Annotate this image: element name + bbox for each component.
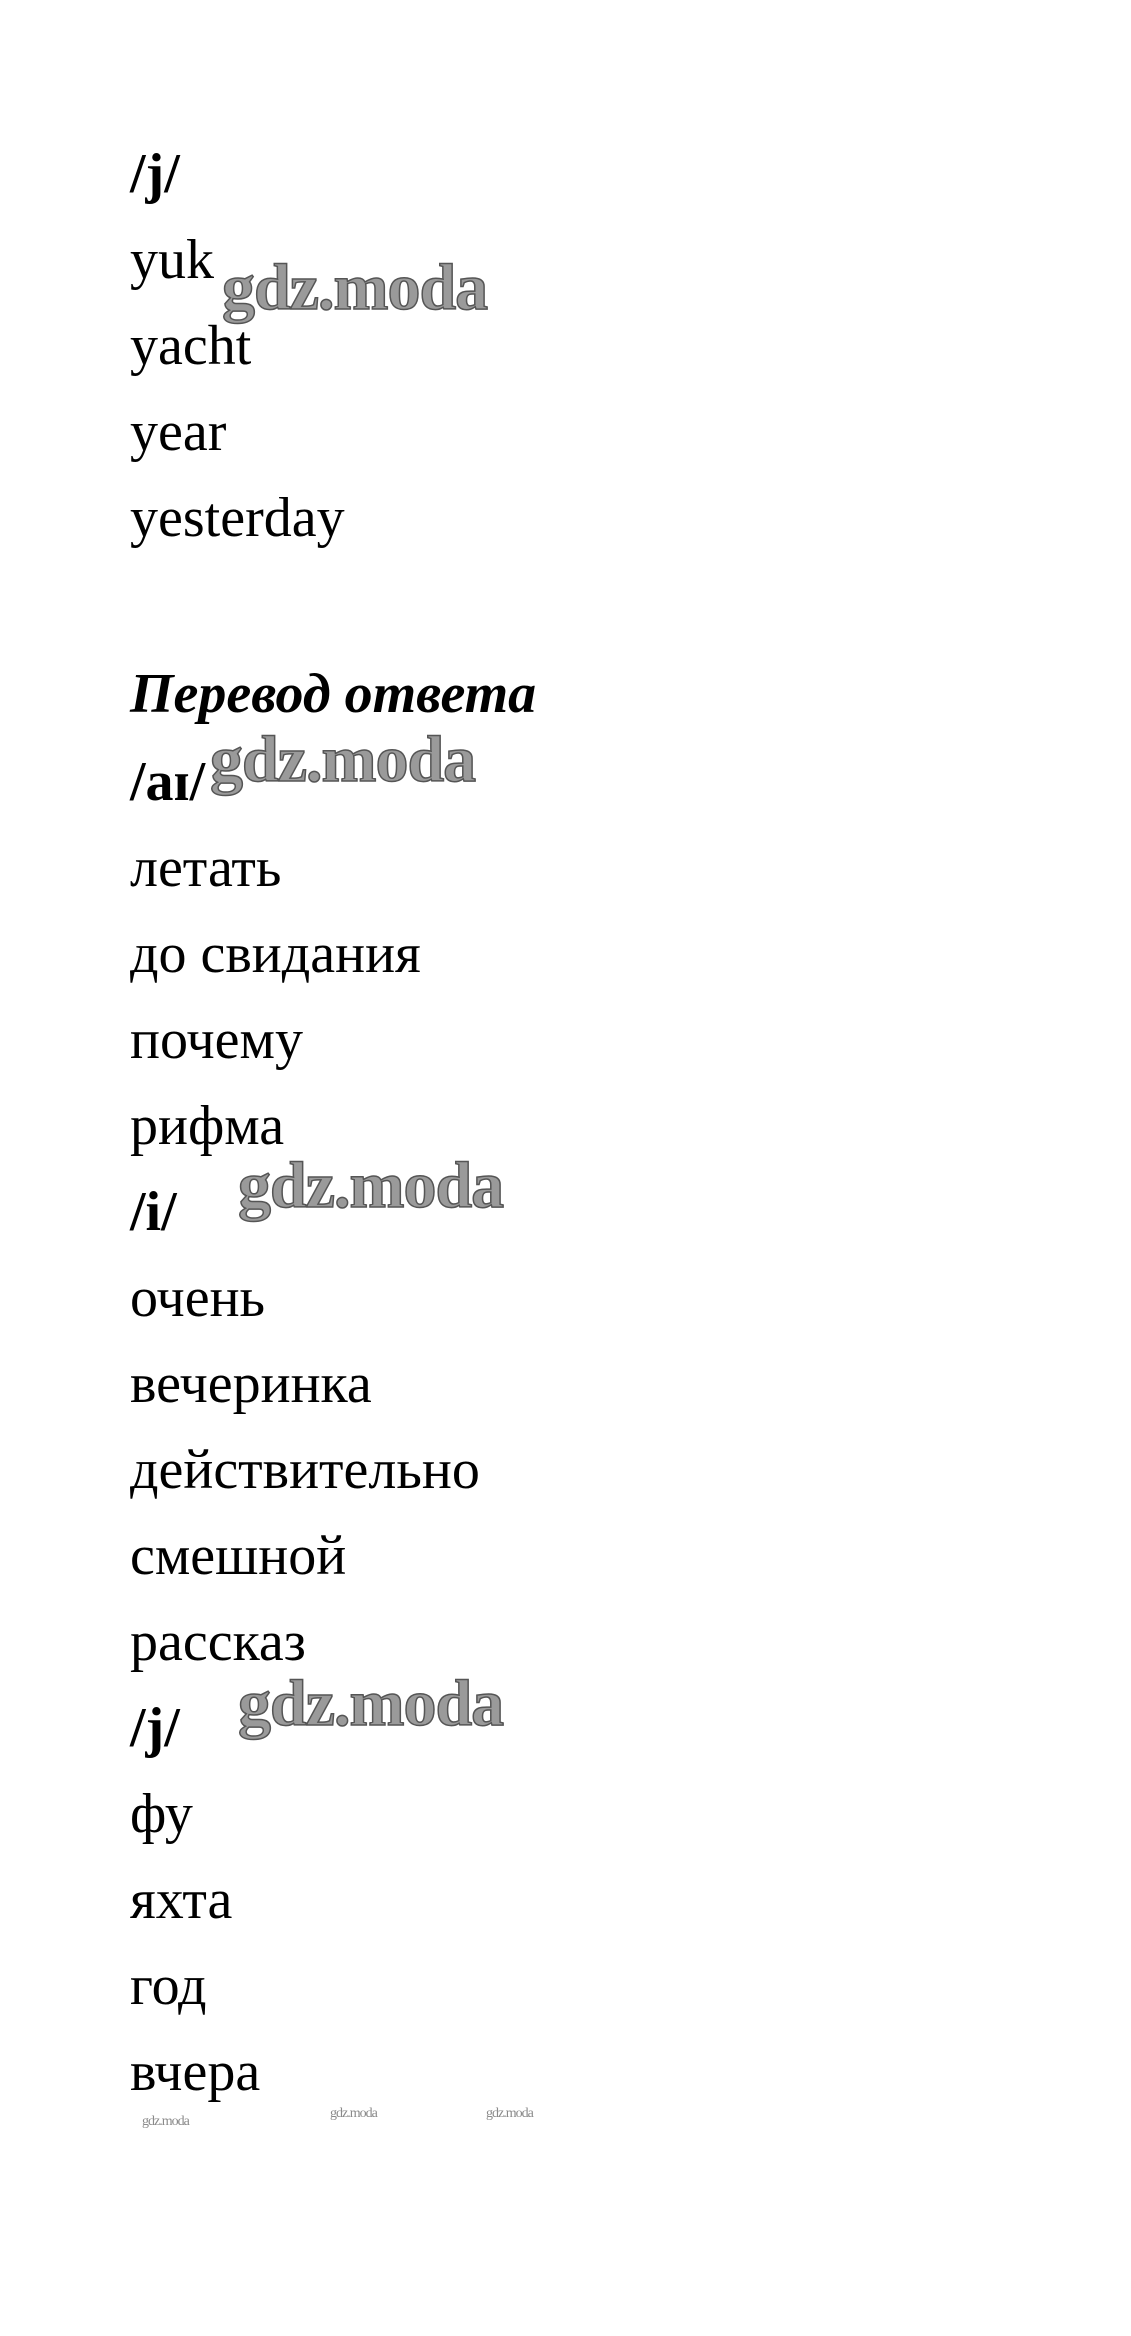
word: рифма bbox=[130, 1095, 285, 1157]
word: летать bbox=[130, 837, 282, 899]
word: яхта bbox=[130, 1869, 233, 1931]
translation-heading: Перевод ответа bbox=[130, 663, 537, 725]
phoneme-heading: /j/ bbox=[130, 1697, 180, 1759]
watermark-logo: gdz.moda bbox=[238, 1667, 504, 1740]
word: до свидания bbox=[130, 923, 421, 985]
phoneme-heading: /aɪ/ bbox=[130, 751, 206, 813]
word: вчера bbox=[130, 2041, 261, 2103]
word: очень bbox=[130, 1267, 266, 1329]
watermark-logo: gdz.moda bbox=[210, 723, 476, 796]
watermark-logo: gdz.moda bbox=[486, 2106, 533, 2121]
word: year bbox=[130, 401, 227, 463]
word: фу bbox=[130, 1783, 193, 1845]
watermark-logo: gdz.moda bbox=[142, 2114, 189, 2129]
word: yuk bbox=[130, 229, 214, 291]
word: вечеринка bbox=[130, 1353, 372, 1415]
word: yesterday bbox=[130, 487, 345, 549]
word: год bbox=[130, 1955, 207, 2017]
word: смешной bbox=[130, 1525, 347, 1587]
phoneme-heading: /i/ bbox=[130, 1181, 177, 1243]
watermark-logo: gdz.moda bbox=[238, 1149, 504, 1222]
word: yacht bbox=[130, 315, 252, 377]
word: действительно bbox=[130, 1439, 480, 1501]
word: почему bbox=[130, 1009, 303, 1071]
watermark-logo: gdz.moda bbox=[222, 251, 488, 324]
watermark-logo: gdz.moda bbox=[330, 2106, 377, 2121]
phoneme-heading: /j/ bbox=[130, 143, 180, 205]
word: рассказ bbox=[130, 1611, 306, 1673]
